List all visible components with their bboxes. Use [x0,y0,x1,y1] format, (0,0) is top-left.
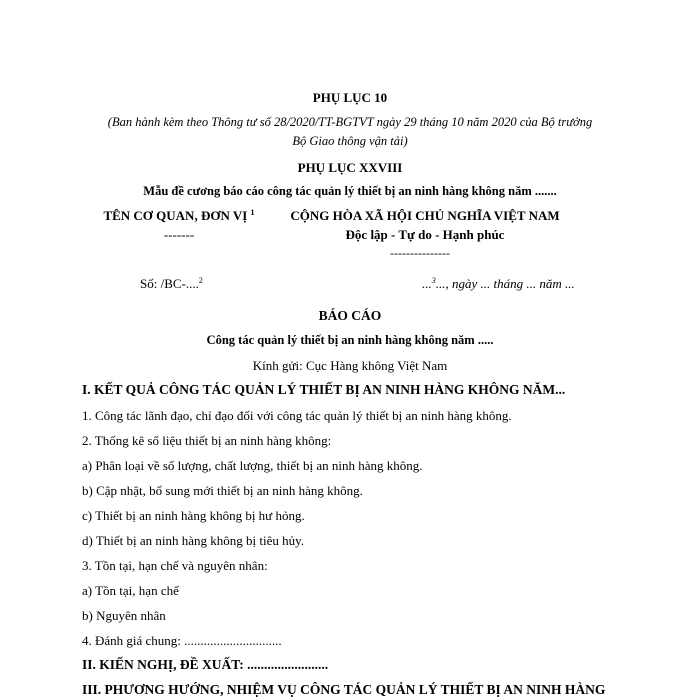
footnote-1: 1 [250,208,255,217]
appendix-28-title: PHỤ LỤC XXVIII [297,160,403,175]
recipient: Kính gửi: Cục Hàng không Việt Nam [252,358,448,373]
paragraph-2: 2. Thống kê số liệu thiết bị an ninh hàng không: [82,433,332,448]
nation-block [270,208,580,243]
document-date: ...$^3$..., ngày ... tháng ... năm ... [422,276,575,291]
paragraph-3: 3. Tồn tại, hạn chế và nguyên nhân: [82,558,268,573]
issued-note-line1: (Ban hành kèm theo Thông tư số 28/2020/TT-BGTVT ngày 29 tháng 10 năm 2020 của Bộ trưởng [107,115,593,129]
footnote-2: 2 [198,276,203,285]
section-1-heading: I. KẾT QUẢ CÔNG TÁC QUẢN LÝ THIẾT BỊ AN NINH HÀNG KHÔNG NĂM... [82,382,566,397]
paragraph-2b: b) Cập nhật, bổ sung mới thiết bị an ninh hàng không. [82,483,363,498]
issued-note-line2: Bộ Giao thông vận tải) [292,134,408,148]
paragraph-2a: a) Phân loại về số lượng, chất lượng, thiết bị an ninh hàng không. [82,458,423,473]
motto: Độc lập - Tự do - Hạnh phúc [345,227,505,242]
document-number: Số: /BC-....$^2$ [140,276,203,291]
paragraph-4: 4. Đánh giá chung: .............................. [82,633,282,648]
motto-dash: --------------- [390,246,450,260]
footnote-3: 3 [431,276,436,285]
agency-name: TÊN CƠ QUAN, ĐƠN VỊ $^1$ [103,208,255,223]
report-title: BÁO CÁO [318,308,382,323]
agency-dash: ------- [163,227,195,242]
paragraph-1: 1. Công tác lãnh đạo, chỉ đạo đối với công tác quản lý thiết bị an ninh hàng không. [82,408,512,423]
section-3-heading: III. PHƯƠNG HƯỚNG, NHIỆM VỤ CÔNG TÁC QUẢN LÝ THIẾT BỊ AN NINH HÀNG [82,682,606,697]
form-title: Mẫu đề cương báo cáo công tác quản lý thiết bị an ninh hàng không năm ....... [143,184,557,198]
paragraph-2d: d) Thiết bị an ninh hàng không bị tiêu hủy. [82,533,305,548]
paragraph-2c: c) Thiết bị an ninh hàng không bị hư hỏng. [82,508,305,523]
agency-block [84,208,274,243]
paragraph-3a: a) Tồn tại, hạn chế [82,583,179,598]
report-subtitle: Công tác quản lý thiết bị an ninh hàng không năm ..... [206,333,494,347]
appendix-10-title: PHỤ LỤC 10 [312,90,388,105]
paragraph-3b: b) Nguyên nhân [82,608,166,623]
nation-name: CỘNG HÒA XÃ HỘI CHỦ NGHĨA VIỆT NAM [290,208,560,223]
section-2-heading: II. KIẾN NGHỊ, ĐỀ XUẤT: ........................ [82,657,329,672]
